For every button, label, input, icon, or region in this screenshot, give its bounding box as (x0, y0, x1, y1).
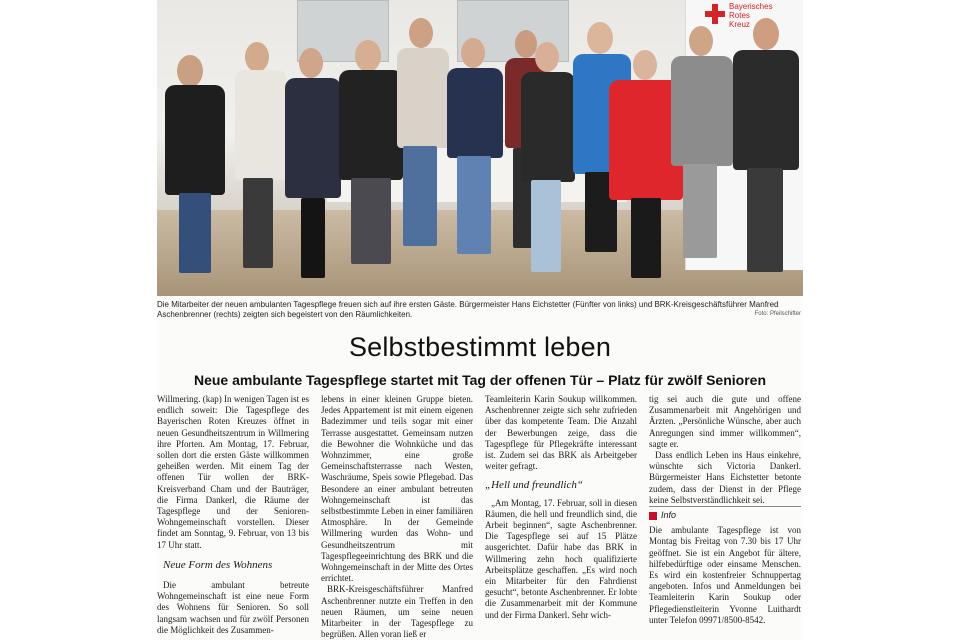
photo-credit: Foto: Pfeilschifter (754, 311, 801, 317)
person (445, 38, 505, 278)
article-subheadline: Neue ambulante Tagespflege startet mit Tag der offenen Tür – Platz für zwölf Senioren (193, 372, 767, 388)
article-body (157, 394, 803, 640)
person (283, 48, 343, 288)
red-cross-logo (705, 4, 725, 24)
paragraph: „Am Montag, 17. Februar, soll in diesen Räumen, die hell und freundlich sind, die Arbeit beginnen“, sagte Aschenbrenner. Die Tagespflege sei auf 15 Plätze ausgerichtet. Dafür habe das BRK in Willmering zehn hoch qualifizierte Arbeitsplätze geschaffen. „Es wird noch ein Mitarbeiter für den Fahrdienst gesucht“, betonte Aschenbrenner. Er lobte die Zusammenarbeit mit der Kommune und der Firma Dankerl. Sehr wich- (485, 497, 637, 620)
group-photo (157, 0, 803, 296)
person (393, 18, 453, 258)
subheading: Neue Form des Wohnens (163, 558, 273, 571)
paragraph: Dass endlich Leben ins Haus einkehre, wünschte sich Victoria Dankerl. Bürgermeister Hans Eichstetter betonte zudem, dass der Dienst in der Pflege keine Selbstverständlichkeit sei. (649, 450, 801, 505)
article-headline: Selbstbestimmt leben (348, 332, 612, 362)
info-label: Info (661, 510, 677, 521)
brk-logo-text: Bayerisches Rotes Kreuz (729, 2, 773, 29)
paragraph: Teamleiterin Karin Soukup willkommen. Aschenbrenner zeigte sich sehr zufrieden über das kompetente Team. Die Anzahl der Bewerbungen zeige, dass die Tagespflege für Pflegekräfte interessant ist. Zudem sei das BRK als Arbeitgeber weiter gefragt. (485, 394, 637, 472)
subheading: „Hell und freundlich“ (485, 479, 583, 492)
person (519, 42, 579, 282)
text-column-1 (157, 394, 309, 636)
info-header (649, 510, 801, 521)
info-marker-icon (649, 512, 657, 520)
divider (649, 506, 801, 507)
paragraph: Die ambulant betreute Wohngemeinschaft ist eine neue Form des Wohnens für Senioren. So soll langsam wachsen und für zwölf Personen die Möglichkeit des Zusammen- (157, 580, 309, 635)
paragraph: tig sei auch die gute und offene Zusammenarbeit mit Angehörigen und Ärzten. „Persönliche Wünsche, aber auch Anregungen sind immer willkommen“, sagte er. (649, 394, 801, 449)
person (163, 55, 233, 295)
paragraph: Die ambulante Tagespflege ist von Montag bis Freitag von 7.30 bis 17 Uhr geöffnet. Sie ist ein Angebot für ältere, hilfebedürftige oder einsame Menschen. Es wird ein kostenfreier Schnuppertag angeboten. Infos und Anmeldungen bei Teamleiterin Karin Soukup oder Pflegedienstleiterin Yvonne Luithardt unter Telefon 09971/8500-8542. (649, 525, 801, 625)
paragraph: Willmering. (kap) In wenigen Tagen ist es endlich soweit: Die Tagespflege des Bayerischen Roten Kreuzes öffnet in neuen Gesundheitszentrum in Willmering ihre Pforten. Am Montag, 17. Februar, sollen dort die ersten Gäste willkommen geheißen werden. Mit einem Tag der offenen Tür wollen der BRK-Kreisverband Cham und der Bauträger, die Firma Dankerl, die Räume der Tagespflege und der Senioren-Wohngemeinschaft vorstellen. Dieser findet am Sonntag, 9. Februar, von 13 bis 17 Uhr statt. (157, 394, 309, 550)
paragraph: BRK-Kreisgeschäftsführer Manfred Aschenbrenner nutzte ein Treffen in den neuen Räumen, um seine neuen Mitarbeiter in der Tagespflege zu begrüßen. Allen voran ließ er (321, 584, 473, 640)
person (731, 18, 801, 278)
text-column-4 (649, 394, 801, 626)
person (669, 26, 735, 266)
text-column-2 (321, 394, 473, 640)
photo-caption: Die Mitarbeiter der neuen ambulanten Tagespflege freuen sich auf ihre ersten Gäste. Bürgermeister Hans Eichstetter (Fünfter von links) und BRK-Kreisgeschäftsführer Manfred Aschenbrenner (rechts) zeigten sich begeistert von den Räumlichkeiten. (157, 300, 779, 319)
paragraph: lebens in einer kleinen Gruppe bieten. Jedes Appartement ist mit einem eigenen Badezimmer und teils sogar mit einer Terrasse ausgestattet. Gemeinsam nutzen die Bewohner die Wohnküche und das Wohnzimmer, eine große Gemeinschaftsterrasse nach Westen, Waschräume, Speis sowie Pflegebad. Das Besondere an einer ambulant betreuten Wohngemeinschaft ist das selbstbestimmte Leben in einer familiären Atmosphäre. In der Gemeinde Willmering wurden das Wohn- und Gesundheitszentrum mit Tagespflegeeinrichtung des BRK und die Wohngemeinschaft in der Mitte des Ortes errichtet. (321, 394, 473, 584)
newspaper-page (157, 0, 803, 640)
text-column-3 (485, 394, 637, 621)
